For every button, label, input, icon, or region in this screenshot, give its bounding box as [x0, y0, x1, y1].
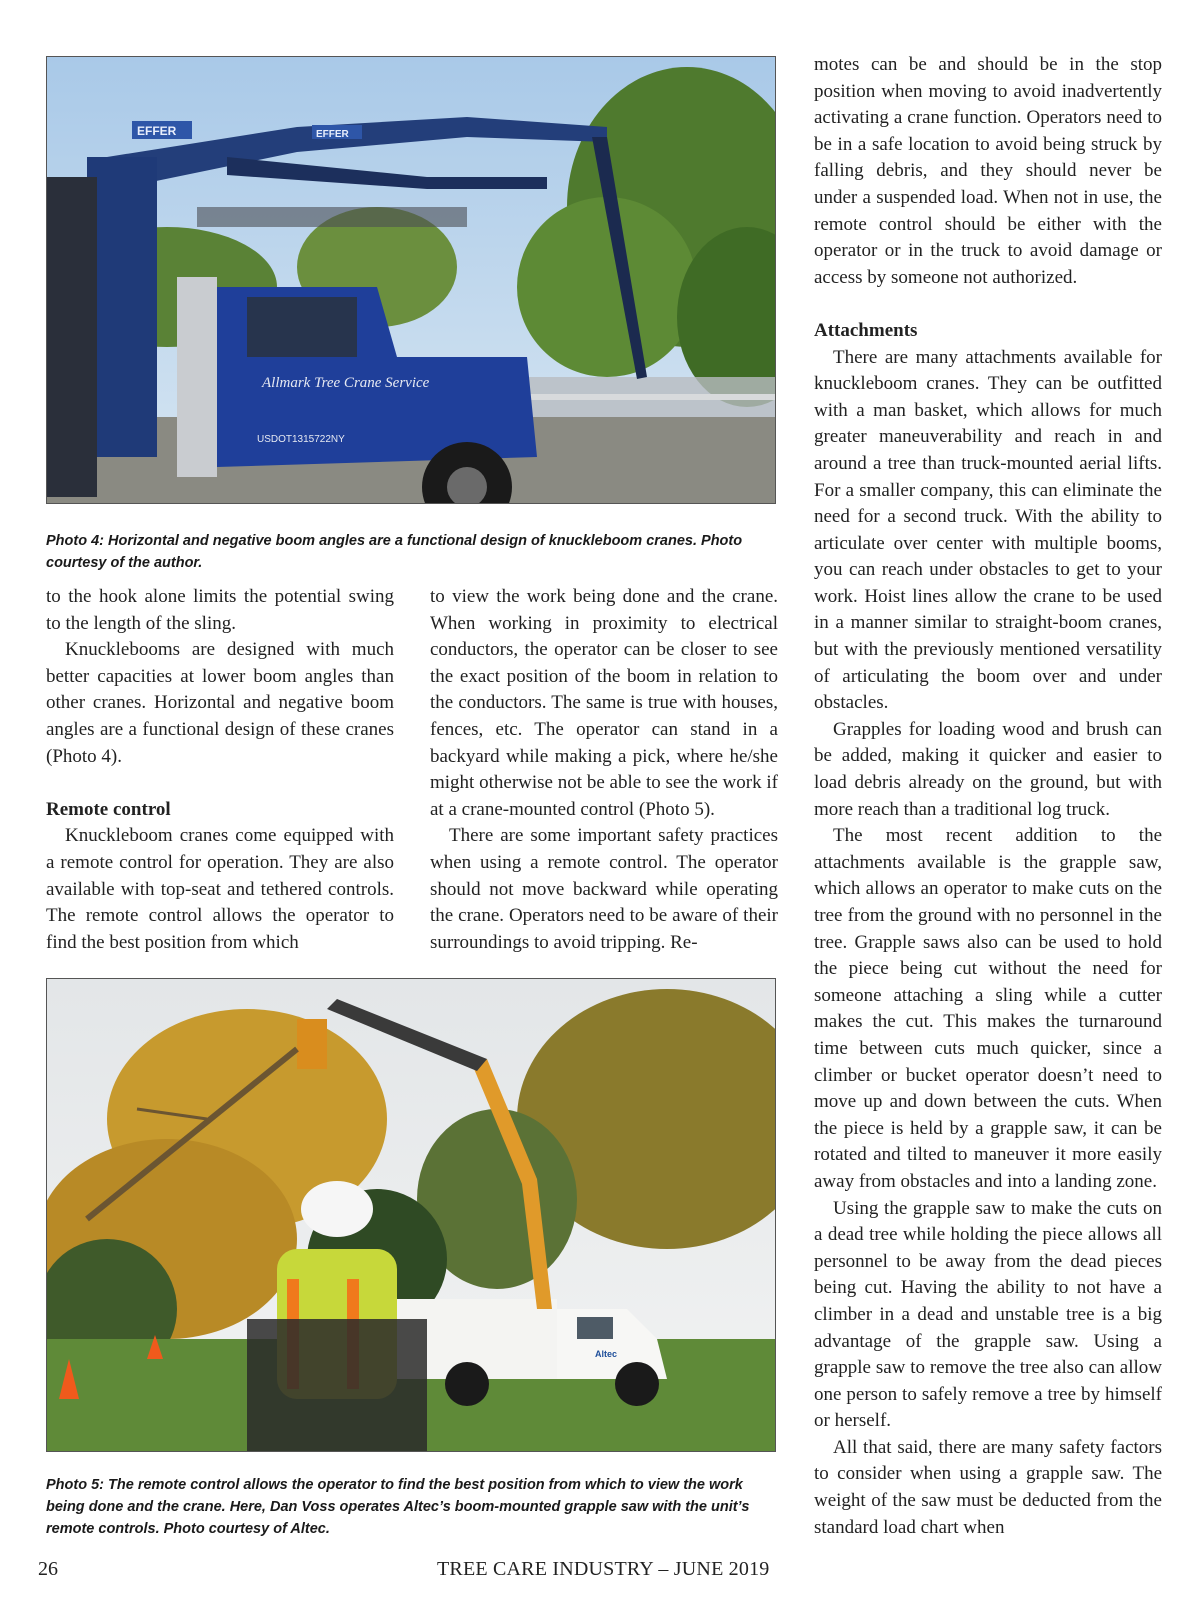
- paragraph: to the hook alone limits the potential swing to the length of the sling.: [46, 586, 394, 634]
- photo-4-crane-truck: [46, 56, 776, 504]
- paragraph: The most recent addition to the attachments available is the grapple saw, which allows an operator to make cuts on the tree from the ground with no personnel in the tree. Grapple saws also can be used to hold the piece being cut without the need for someone attaching a sling while a cutter makes the cut. This makes the turnaround time between cuts much quicker, since a climber or bucket operator doesn’t need to move up and down between the cuts. When the piece is held by a grapple saw, it can be rotated and tilted to maneuver it more easily away from obstacles and into a landing zone.: [814, 825, 1162, 1192]
- running-footer: TREE CARE INDUSTRY – JUNE 2019: [437, 1558, 770, 1580]
- heading-remote-control: Remote control: [46, 798, 171, 820]
- column-left: [46, 584, 394, 956]
- column-middle: [430, 584, 778, 956]
- effer-logo: EFFER: [137, 124, 177, 138]
- photo-5-illustration: [47, 979, 776, 1452]
- paragraph: There are some important safety practices when using a remote control. The operator should not move backward while operating the crane. Operators need to be aware of their surroundings to avoid tripping. Re-: [430, 825, 778, 953]
- truck-door-text: Allmark Tree Crane Service: [262, 375, 430, 391]
- photo-4-caption: Photo 4: Horizontal and negative boom angles are a functional design of knuckleboom cranes. Photo courtesy of the author.: [46, 533, 743, 571]
- page-number: 26: [38, 1558, 58, 1580]
- heading-attachments: Attachments: [814, 319, 918, 341]
- paragraph: to view the work being done and the crane. When working in proximity to electrical conductors, the operator can be closer to see the exact position of the boom in relation to the conductors. The same is true with houses, fences, etc. The operator can stand in a backyard while making a pick, where he/she might otherwise not be able to see the work if at a crane-mounted control (Photo 5).: [430, 586, 778, 820]
- column-right: [814, 52, 1162, 1541]
- paragraph: Using the grapple saw to make the cuts on a dead tree while holding the piece allows all personnel to be away from the dead pieces being cut. Having the ability to not have a climber in a dead and unstable tree is a big advantage of the grapple saw. Using a grapple saw to remove the tree also can allow one person to safely remove a tree by himself or herself.: [814, 1197, 1162, 1432]
- paragraph: All that said, there are many safety factors to consider when using a grapple saw. The weight of the saw must be deducted from the standard load chart when: [814, 1436, 1162, 1538]
- paragraph: There are many attachments available for knuckleboom cranes. They can be outfitted with a man basket, which allows for much greater maneuverability and reach in and around a tree than truck-mounted aerial lifts. For a smaller company, this can eliminate the need for a second truck. With the ability to articulate over center with multiple booms, you can reach under obstacles to get to your work. Hoist lines allow the crane to be used in a manner similar to straight-boom cranes, but with the previously mentioned versatility of articulating the boom over and under obstacles.: [814, 346, 1162, 714]
- photo-5-caption: Photo 5: The remote control allows the operator to find the best position from which to view the work being done and the crane. Here, Dan Voss operates Altec’s boom-mounted grapple saw with the unit’s remote controls. Photo courtesy of Altec.: [46, 1477, 750, 1537]
- paragraph: Knucklebooms are designed with much better capacities at lower boom angles than other cranes. Horizontal and negative boom angles are a functional design of these cranes (Photo 4).: [46, 639, 394, 767]
- paragraph: Knuckleboom cranes come equipped with a remote control for operation. They are also available with top-seat and tethered controls. The remote control allows the operator to find the best position from which: [46, 825, 394, 953]
- photo-4-illustration: [47, 57, 776, 504]
- photo-5-grapple-saw: [46, 978, 776, 1452]
- effer-logo-2: EFFER: [316, 129, 349, 140]
- altec-logo: Altec: [595, 1349, 618, 1359]
- paragraph: Grapples for loading wood and brush can be added, making it quicker and easier to load debris already on the ground, but with more reach than a traditional log truck.: [814, 718, 1162, 820]
- usdot-text: USDOT1315722NY: [257, 434, 345, 445]
- paragraph: motes can be and should be in the stop position when moving to avoid inadvertently activating a crane function. Operators need to be in a safe location to avoid being struck by falling debris, and they should never be under a suspended load. When not in use, the remote control should be either with the operator or in the truck to avoid damage or access by someone not authorized.: [814, 54, 1162, 288]
